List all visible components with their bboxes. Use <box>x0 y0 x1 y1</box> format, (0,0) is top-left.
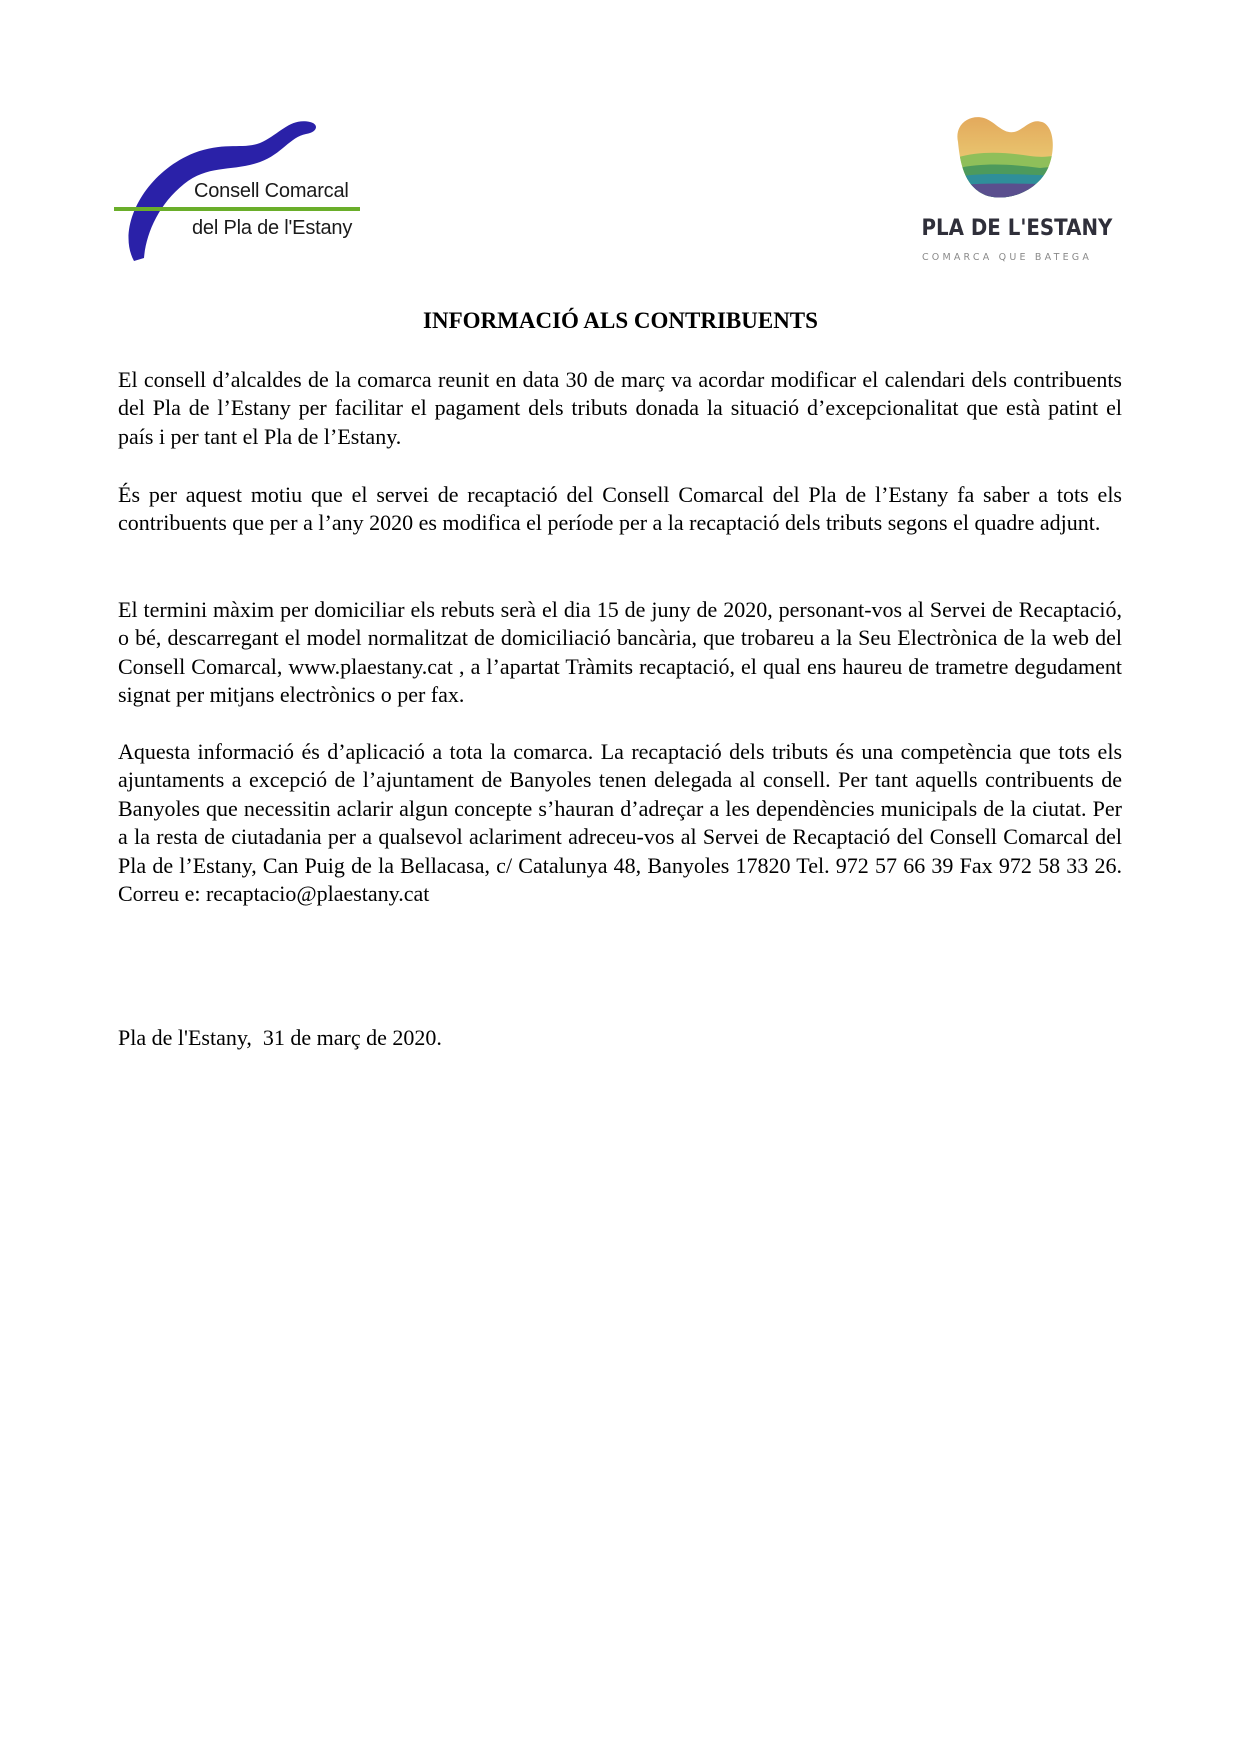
landscape-logo-icon <box>950 112 1060 202</box>
paragraph-1: El consell d’alcaldes de la comarca reunit en data 30 de març va acordar modificar el calendari dels contribuents del Pla de l’Estany per facilitar el pagament dels tributs donada la situació d’excepcionalitat que està patint el país i per tant el Pla de l’Estany. <box>118 367 1122 449</box>
pla-de-lestany-logo <box>900 112 1113 272</box>
logo-tagline: COMARCA QUE BATEGA <box>921 252 1093 263</box>
logo-line-1: Consell Comarcal <box>194 180 349 202</box>
paragraph-2: És per aquest motiu que el servei de recaptació del Consell Comarcal del Pla de l’Estany fa saber a tots els contribuents que per a l’any 2020 es modifica el període per a la recaptació dels tributs segons el quadre adjunt. <box>118 482 1122 536</box>
paragraph-4: Aquesta informació és d’aplicació a tota la comarca. La recaptació dels tributs és una competència que tots els ajuntaments a excepció de l’ajuntament de Banyoles tenen delegada al consell. Per tant aquells contribuents de Banyoles que necessitin aclarir algun concepte s’hauran d’adreçar a les dependències municipals de la ciutat. Per a la resta de ciutadania per a qualsevol aclariment adreceu-vos al Servei de Recaptació del Consell Comarcal del Pla de l’Estany, Can Puig de la Bellacasa, c/ Catalunya 48, Banyoles 17820 Tel. 972 57 66 39 Fax 972 58 33 26. Correu e: recaptacio@plaestany.cat <box>118 739 1122 907</box>
logo-line-2: del Pla de l'Estany <box>192 217 353 239</box>
document-title: INFORMACIÓ ALS CONTRIBUENTS <box>423 308 818 333</box>
logo-name: PLA DE L'ESTANY <box>921 216 1113 241</box>
paragraph-3: El termini màxim per domiciliar els rebuts serà el dia 15 de juny de 2020, personant-vos al Servei de Recaptació, o bé, descarregant el model normalitzat de domiciliació bancària, que trobareu a la Seu Electrònica de la web del Consell Comarcal, www.plaestany.cat , a l’apartat Tràmits recaptació, el qual ens haureu de trametre degudament signat per mitjans electrònics o per fax. <box>118 597 1122 708</box>
consell-comarcal-logo <box>114 118 374 268</box>
closing-date: Pla de l'Estany, 31 de març de 2020. <box>118 1025 442 1050</box>
